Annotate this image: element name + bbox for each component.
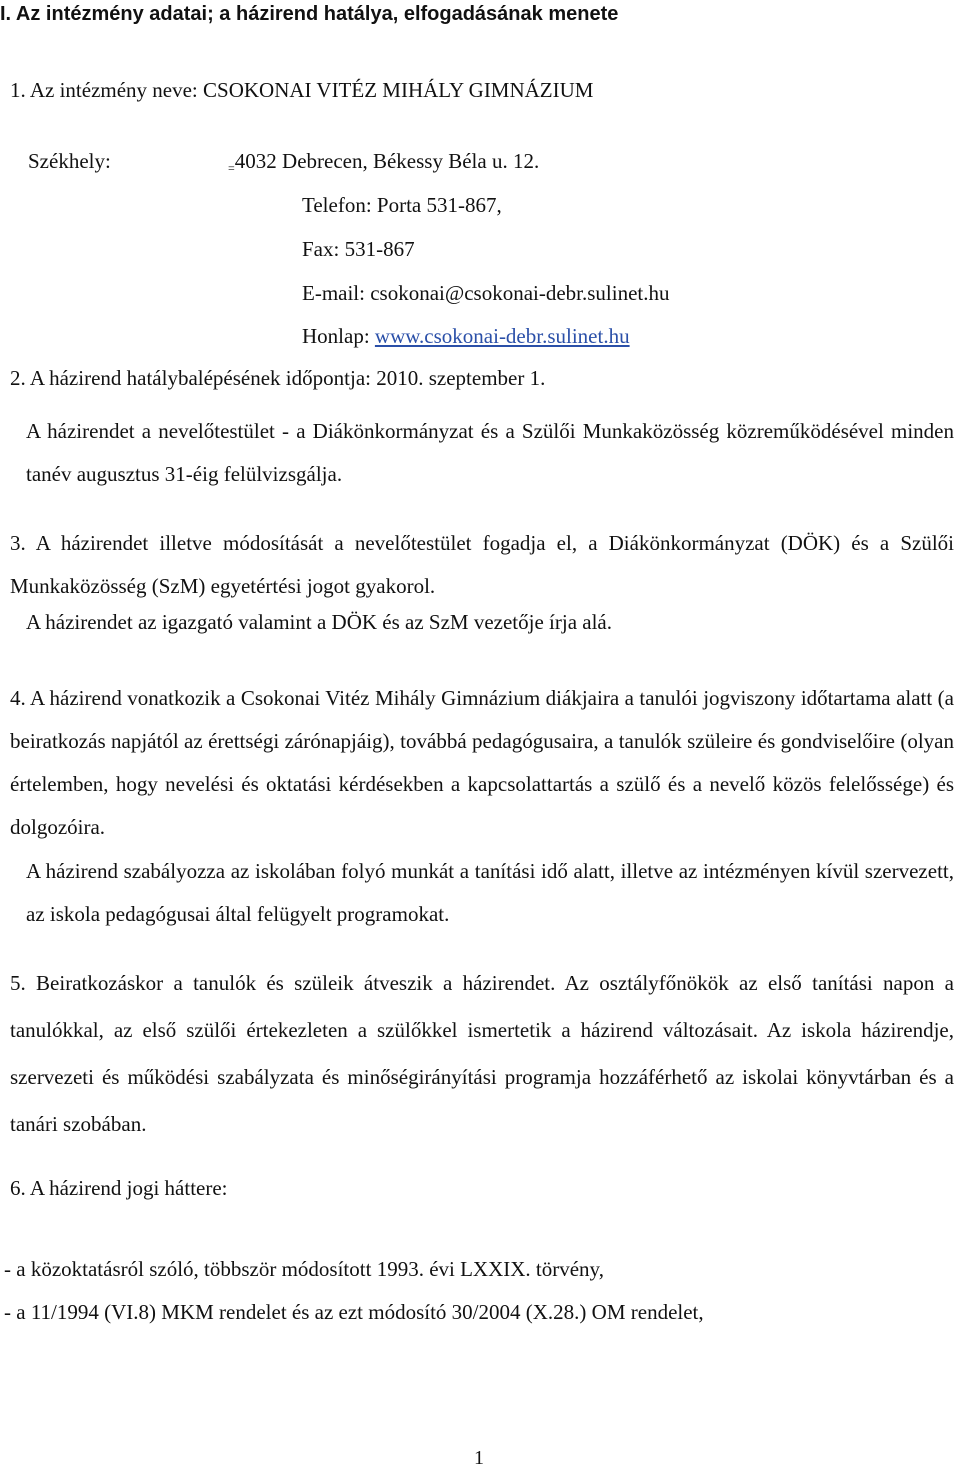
legal-basis-item: - a 11/1994 (VI.8) MKM rendelet és az ezt módosító 30/2004 (X.28.) OM rendelet, <box>4 1300 704 1324</box>
item-4-scope: 4. A házirend vonatkozik a Csokonai Vitéz Mihály Gimnázium diákjaira a tanulói jogviszony időtartama alatt (a beiratkozás napjától az érettségi zárónapjáig), továbbá pedagógusaira, a tanulók szüleire és gondviselőire (olyan értelemben, hogy nevelési és oktatási kérdésekben a kapcsolattartás a szülő és a nevelő közös felelőssége) és dolgozóira. <box>10 686 954 839</box>
homepage-link[interactable]: www.csokonai-debr.sulinet.hu <box>374 324 630 348</box>
page-number: 1 <box>474 1447 484 1469</box>
seat-address <box>228 149 539 175</box>
seat-mark: = <box>228 161 235 175</box>
homepage-label: Honlap: <box>302 324 375 348</box>
item-5-enrollment: 5. Beiratkozáskor a tanulók és szüleik átveszik a házirendet. Az osztályfőnökök az első tanítási napon a tanulókkal, az első szülői értekezleten a szülőkkel ismertetik a házirend változásait. Az iskola házirendje, szervezeti és működési szabályzata és minőségirányítási programja hozzáférhető az iskolai könyvtárban és a tanári szobában. <box>10 971 954 1136</box>
item-3-approval: 3. A házirendet illetve módosítását a nevelőtestület fogadja el, a Diákönkormányzat (DÖK) és a Szülői Munkaközösség (SzM) egyetértési jogot gyakorol. <box>10 531 954 598</box>
email-line: E-mail: csokonai@csokonai-debr.sulinet.hu <box>302 281 670 305</box>
item-3-signature: A házirendet az igazgató valamint a DÖK és az SzM vezetője írja alá. <box>26 610 612 634</box>
legal-basis-item: - a közoktatásról szóló, többször módosított 1993. évi LXXIX. törvény, <box>4 1257 604 1281</box>
seat-label: Székhely: <box>28 149 111 173</box>
address-text: 4032 Debrecen, Békessy Béla u. 12. <box>234 149 540 173</box>
phone-line: Telefon: Porta 531-867, <box>302 193 502 217</box>
institution-name: 1. Az intézmény neve: CSOKONAI VITÉZ MIHÁLY GIMNÁZIUM <box>10 78 594 102</box>
fax-line: Fax: 531-867 <box>302 237 415 261</box>
item-4-regulates: A házirend szabályozza az iskolában folyó munkát a tanítási idő alatt, illetve az intézményen kívül szervezett, az iskola pedagógusai által felügyelt programokat. <box>26 859 954 926</box>
item-2-review: A házirendet a nevelőtestület - a Diákönkormányzat és a Szülői Munkaközösség közreműködésével minden tanév augusztus 31-éig felülvizsgálja. <box>26 419 954 486</box>
item-2-effective-date: 2. A házirend hatálybalépésének időpontja: 2010. szeptember 1. <box>10 366 546 390</box>
homepage-line <box>302 324 630 349</box>
section-title: I. Az intézmény adatai; a házirend hatálya, elfogadásának menete <box>0 3 619 25</box>
item-6-title: 6. A házirend jogi háttere: <box>10 1176 228 1200</box>
